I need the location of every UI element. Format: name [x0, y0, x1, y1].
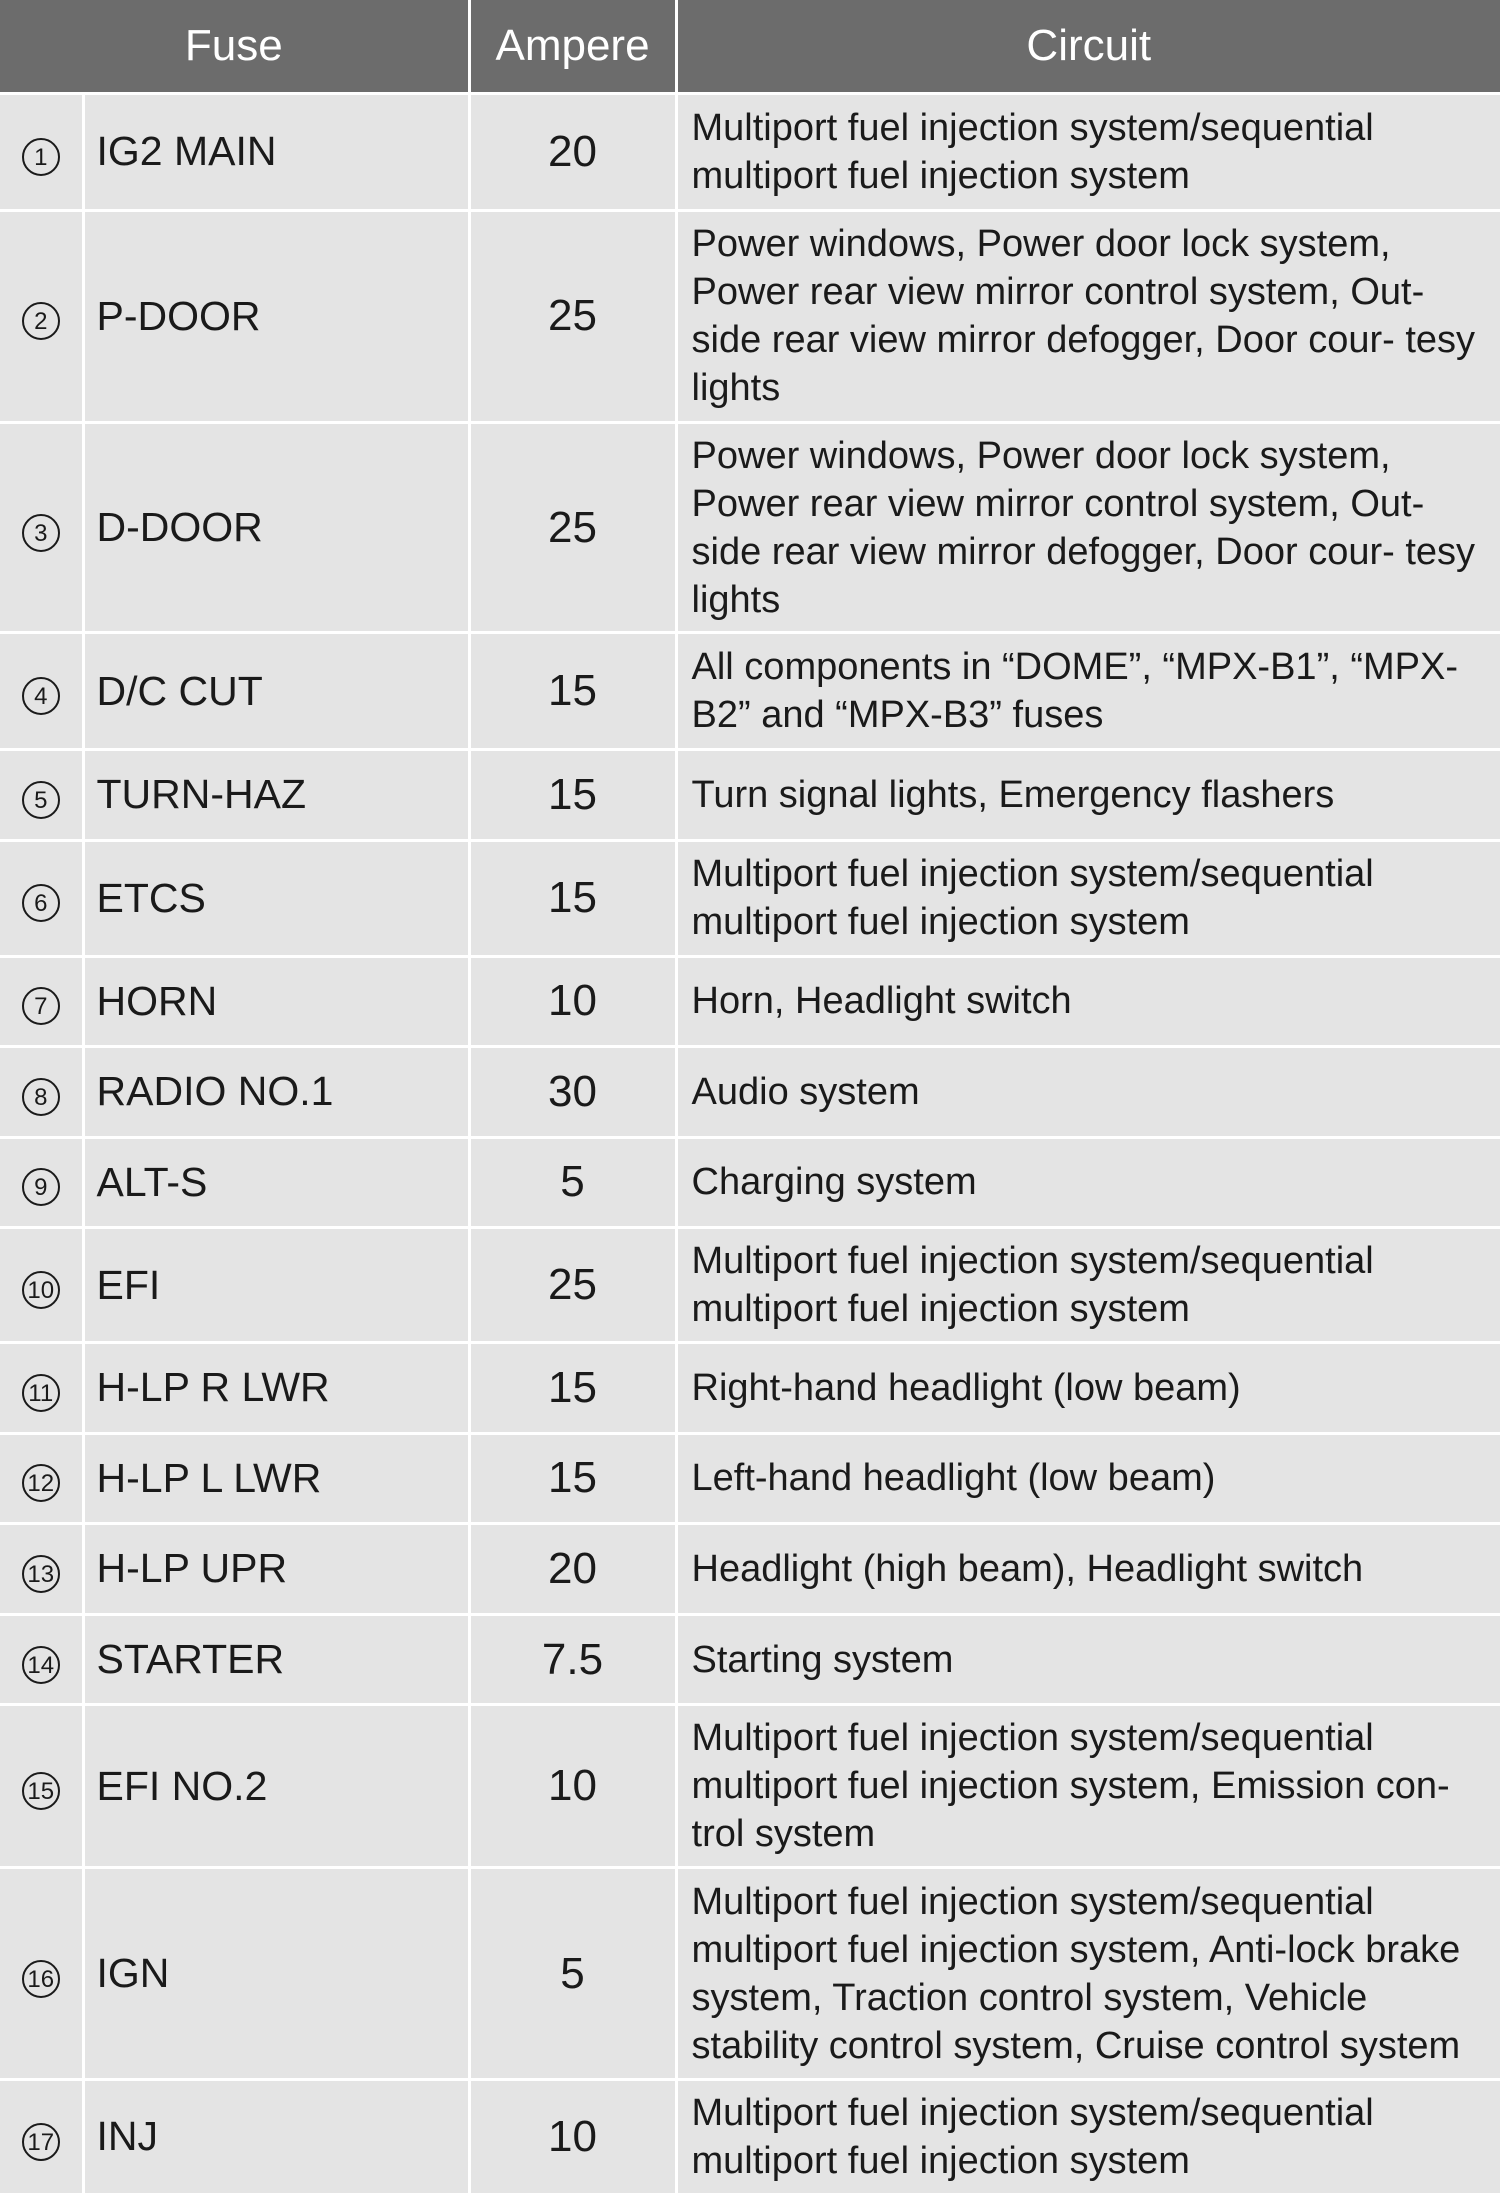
fuse-ampere: 10	[469, 1705, 676, 1868]
table-body	[0, 94, 1500, 2193]
fuse-number-badge: 5	[22, 781, 60, 819]
fuse-circuit: Headlight (high beam), Headlight switch	[676, 1524, 1500, 1615]
fuse-number-cell	[0, 633, 83, 750]
fuse-circuit: Starting system	[676, 1614, 1500, 1705]
fuse-number-cell	[0, 94, 83, 211]
fuse-ampere: 15	[469, 750, 676, 841]
fuse-name: H-LP L LWR	[83, 1433, 469, 1524]
table-row	[0, 1524, 1500, 1615]
header-row	[0, 0, 1500, 94]
fuse-number-cell	[0, 210, 83, 422]
fuse-name: STARTER	[83, 1614, 469, 1705]
fuse-name: D-DOOR	[83, 423, 469, 633]
fuse-number-cell	[0, 1705, 83, 1868]
fuse-name: ALT-S	[83, 1137, 469, 1228]
fuse-number-badge: 9	[22, 1168, 60, 1206]
fuse-name: P-DOOR	[83, 210, 469, 422]
table-row	[0, 1868, 1500, 2079]
fuse-name: H-LP R LWR	[83, 1342, 469, 1433]
fuse-name: H-LP UPR	[83, 1524, 469, 1615]
fuse-circuit: Multiport fuel injection system/sequential multiport fuel injection system	[676, 2079, 1500, 2193]
fuse-name: TURN-HAZ	[83, 750, 469, 841]
table-row	[0, 2079, 1500, 2193]
table-row	[0, 750, 1500, 841]
fuse-number-cell	[0, 1868, 83, 2079]
fuse-ampere: 15	[469, 1342, 676, 1433]
fuse-number-cell	[0, 423, 83, 633]
fuse-number-badge: 12	[22, 1464, 60, 1502]
fuse-circuit: Turn signal lights, Emergency flashers	[676, 750, 1500, 841]
fuse-number-cell	[0, 1342, 83, 1433]
fuse-ampere: 20	[469, 1524, 676, 1615]
fuse-ampere: 5	[469, 1868, 676, 2079]
table-row	[0, 1047, 1500, 1138]
fuse-number-cell	[0, 1228, 83, 1343]
fuse-number-badge: 3	[22, 514, 60, 552]
table-row	[0, 94, 1500, 211]
fuse-name: ETCS	[83, 840, 469, 956]
table-row	[0, 210, 1500, 422]
table-row	[0, 1137, 1500, 1228]
fuse-circuit: Right-hand headlight (low beam)	[676, 1342, 1500, 1433]
fuse-ampere: 30	[469, 1047, 676, 1138]
table-header	[0, 0, 1500, 94]
fuse-ampere: 25	[469, 1228, 676, 1343]
fuse-name: EFI NO.2	[83, 1705, 469, 1868]
fuse-ampere: 10	[469, 956, 676, 1047]
fuse-circuit: All components in “DOME”, “MPX-B1”, “MPX-B2” and “MPX-B3” fuses	[676, 633, 1500, 750]
fuse-circuit: Multiport fuel injection system/sequential multiport fuel injection system	[676, 1228, 1500, 1343]
header-fuse: Fuse	[0, 0, 469, 94]
fuse-circuit: Audio system	[676, 1047, 1500, 1138]
fuse-circuit: Multiport fuel injection system/sequential multiport fuel injection system, Anti-lock brake system, Traction control system, Vehicle stability control system, Cruise control system	[676, 1868, 1500, 2079]
fuse-ampere: 5	[469, 1137, 676, 1228]
fuse-number-cell	[0, 1047, 83, 1138]
fuse-number-badge: 2	[22, 302, 60, 340]
fuse-name: D/C CUT	[83, 633, 469, 750]
fuse-name: EFI	[83, 1228, 469, 1343]
fuse-number-cell	[0, 1614, 83, 1705]
fuse-number-cell	[0, 840, 83, 956]
fuse-name: IGN	[83, 1868, 469, 2079]
fuse-number-badge: 17	[22, 2123, 60, 2161]
fuse-number-badge: 6	[22, 884, 60, 922]
table-row	[0, 956, 1500, 1047]
fuse-number-cell	[0, 1524, 83, 1615]
fuse-number-badge: 11	[22, 1374, 60, 1412]
fuse-name: HORN	[83, 956, 469, 1047]
fuse-ampere: 15	[469, 840, 676, 956]
fuse-ampere: 25	[469, 423, 676, 633]
fuse-circuit: Horn, Headlight switch	[676, 956, 1500, 1047]
fuse-ampere: 15	[469, 1433, 676, 1524]
fuse-number-cell	[0, 1137, 83, 1228]
fuse-number-badge: 7	[22, 987, 60, 1025]
fuse-ampere: 10	[469, 2079, 676, 2193]
fuse-number-cell	[0, 956, 83, 1047]
table-row	[0, 423, 1500, 633]
fuse-ampere: 20	[469, 94, 676, 211]
fuse-number-cell	[0, 2079, 83, 2193]
fuse-number-badge: 13	[22, 1555, 60, 1593]
fuse-ampere: 7.5	[469, 1614, 676, 1705]
fuse-circuit: Left-hand headlight (low beam)	[676, 1433, 1500, 1524]
fuse-number-badge: 1	[22, 138, 60, 176]
fuse-ampere: 15	[469, 633, 676, 750]
fuse-number-badge: 10	[22, 1271, 60, 1309]
fuse-number-badge: 4	[22, 677, 60, 715]
table-row	[0, 1614, 1500, 1705]
fuse-number-badge: 16	[22, 1960, 60, 1998]
fuse-circuit: Multiport fuel injection system/sequential multiport fuel injection system	[676, 94, 1500, 211]
fuse-circuit: Power windows, Power door lock system, Power rear view mirror control system, Out- side rear view mirror defogger, Door cour- tesy lights	[676, 210, 1500, 422]
fuse-number-cell	[0, 1433, 83, 1524]
table-row	[0, 840, 1500, 956]
fuse-number-badge: 15	[22, 1772, 60, 1810]
table-row	[0, 1433, 1500, 1524]
fuse-circuit: Charging system	[676, 1137, 1500, 1228]
fuse-name: RADIO NO.1	[83, 1047, 469, 1138]
table-row	[0, 633, 1500, 750]
fuse-number-badge: 8	[22, 1078, 60, 1116]
table-row	[0, 1228, 1500, 1343]
table-row	[0, 1705, 1500, 1868]
fuse-name: IG2 MAIN	[83, 94, 469, 211]
fuse-circuit: Power windows, Power door lock system, Power rear view mirror control system, Out- side rear view mirror defogger, Door cour- tesy lights	[676, 423, 1500, 633]
fuse-number-cell	[0, 750, 83, 841]
header-ampere: Ampere	[469, 0, 676, 94]
fuse-circuit: Multiport fuel injection system/sequential multiport fuel injection system, Emission con- trol system	[676, 1705, 1500, 1868]
fuse-number-badge: 14	[22, 1646, 60, 1684]
header-circuit: Circuit	[676, 0, 1500, 94]
table-row	[0, 1342, 1500, 1433]
fuse-name: INJ	[83, 2079, 469, 2193]
fuse-circuit: Multiport fuel injection system/sequential multiport fuel injection system	[676, 840, 1500, 956]
fuse-ampere: 25	[469, 210, 676, 422]
